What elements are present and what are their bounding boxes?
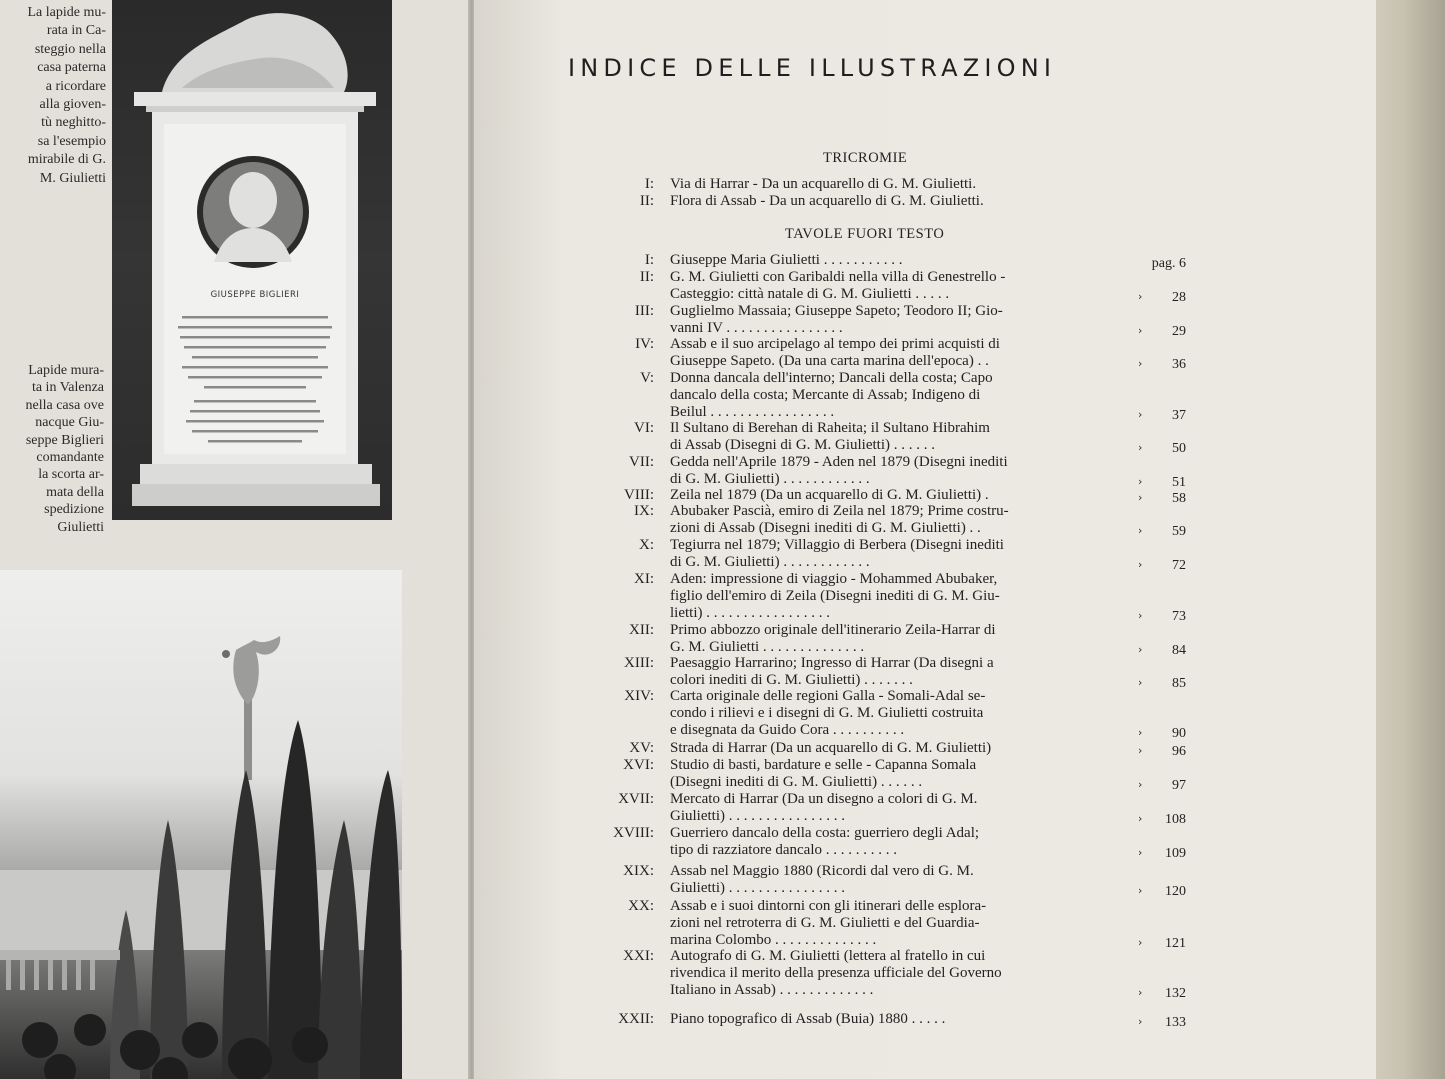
ditto-mark: ›: [1138, 323, 1143, 337]
tavola-title-line: Gedda nell'Aprile 1879 - Aden nel 1879 (Disegni inediti: [670, 454, 1008, 470]
caption-line: rata in Ca-: [46, 23, 106, 39]
caption-line: sa l'esempio: [37, 133, 106, 149]
caption-line: steggio nella: [34, 41, 106, 57]
page-reference: 90: [1172, 725, 1186, 741]
ditto-mark: ›: [1138, 491, 1143, 504]
ditto-mark: ›: [1138, 608, 1143, 622]
tavola-number: XVI:: [623, 757, 654, 773]
page-reference: 50: [1172, 440, 1186, 456]
tavola-title-line: Aden: impressione di viaggio - Mohammed Abubaker,: [670, 571, 998, 587]
tavola-title-line: figlio dell'emiro di Zeila (Disegni inediti di G. M. Giu-: [670, 587, 1000, 604]
tavola-number: XIX:: [623, 863, 654, 879]
caption-line: La lapide mu-: [27, 5, 106, 20]
tavola-number: II:: [639, 269, 654, 285]
tavola-title-line: condo i rilievi e i disegni di G. M. Giulietti costruita: [670, 704, 984, 721]
tavola-title-line: Paesaggio Harrarino; Ingresso di Harrar (Da disegni a: [670, 655, 994, 671]
garden-illustration: [0, 570, 402, 1079]
caption-line: mata della: [46, 484, 104, 500]
tavola-title-line: di G. M. Giulietti) . . . . . . . . . . . .: [670, 553, 870, 570]
tricromia-number: I:: [644, 176, 654, 192]
tavola-number: XX:: [628, 898, 654, 914]
caption-line: Giulietti: [57, 519, 104, 535]
caption-line: alla gioven-: [39, 97, 106, 113]
tricromia-title: Flora di Assab - Da un acquarello di G. M. Giulietti.: [670, 193, 984, 209]
tavola-title-line: G. M. Giulietti con Garibaldi nella villa di Genestrello -: [670, 269, 1006, 285]
tavola-number: IX:: [634, 503, 654, 519]
tavola-title-line: Giuseppe Maria Giulietti . . . . . . . . . . .: [670, 252, 903, 268]
page-reference: 96: [1172, 744, 1186, 759]
tavola-title-line: marina Colombo . . . . . . . . . . . . . .: [670, 931, 877, 948]
tavola-title-line: Mercato di Harrar (Da un disegno a colori di G. M.: [670, 791, 978, 807]
tavola-title-line: Primo abbozzo originale dell'itinerario Zeila-Harrar di: [670, 622, 996, 638]
page-reference: 97: [1172, 777, 1186, 793]
tavola-title-line: Il Sultano di Berehan di Raheita; il Sultano Hibrahim: [670, 420, 990, 436]
page-reference: 121: [1165, 935, 1186, 951]
ditto-mark: ›: [1138, 289, 1143, 303]
tavola-number: VII:: [629, 454, 654, 470]
tavola-title-line: Abubaker Pascià, emiro di Zeila nel 1879; Prime costru-: [670, 503, 1009, 519]
page-reference: 84: [1172, 642, 1186, 658]
page-reference: 28: [1172, 289, 1186, 305]
tavola-title-line: vanni IV . . . . . . . . . . . . . . . .: [670, 319, 843, 336]
tavola-title-line: Tegiurra nel 1879; Villaggio di Berbera (Disegni inediti: [670, 537, 1004, 553]
tavola-number: XII:: [629, 622, 654, 638]
tavola-title-line: Piano topografico di Assab (Buia) 1880 . . . . .: [670, 1011, 946, 1027]
page-reference: 29: [1172, 323, 1186, 339]
tavola-title-line: Autografo di G. M. Giulietti (lettera al fratello in cui: [670, 948, 986, 964]
tavola-title-line: Beilul . . . . . . . . . . . . . . . . .: [670, 403, 835, 420]
page-reference: 109: [1165, 845, 1186, 861]
caption-line: spedizione: [44, 502, 104, 518]
page-reference: 73: [1172, 608, 1186, 624]
tavola-title-line: dancalo della costa; Mercante di Assab; Indigeno di: [670, 386, 981, 403]
tavola-title-line: di G. M. Giulietti) . . . . . . . . . . . .: [670, 470, 870, 487]
tavola-number: I:: [644, 252, 654, 268]
tavola-title-line: Giulietti) . . . . . . . . . . . . . . . .: [670, 879, 845, 896]
page-reference: 59: [1172, 523, 1186, 539]
caption-line: nacque Giu-: [35, 415, 104, 431]
plaque-illustration: [112, 0, 392, 520]
plaque-name-text: GIUSEPPE BIGLIERI: [210, 290, 300, 300]
ditto-mark: ›: [1138, 845, 1143, 859]
tavola-title-line: tipo di razziatore dancalo . . . . . . . . . .: [670, 841, 898, 858]
caption-line: tù neghitto-: [41, 115, 106, 131]
tavola-title-line: Guerriero dancalo della costa: guerriero degli Adal;: [670, 825, 980, 841]
caption-line: a ricordare: [45, 78, 106, 94]
page-reference: 36: [1172, 356, 1186, 372]
tavola-title-line: Assab nel Maggio 1880 (Ricordi dal vero di G. M.: [670, 863, 974, 879]
tavola-number: V:: [640, 370, 654, 386]
tavola-title-line: e disegnata da Guido Cora . . . . . . . . . .: [670, 721, 905, 738]
caption-line: seppe Biglieri: [25, 432, 104, 448]
tavola-title-line: Strada di Harrar (Da un acquarello di G. M. Giulietti): [670, 740, 992, 756]
caption-line: ta in Valenza: [31, 380, 104, 396]
page-reference: pag. 6: [1151, 256, 1186, 271]
tavola-number: III:: [634, 303, 654, 319]
ditto-mark: ›: [1138, 557, 1143, 571]
page-reference: 51: [1172, 474, 1186, 490]
tavola-title-line: lietti) . . . . . . . . . . . . . . . . .: [670, 604, 830, 621]
caption-line: M. Giulietti: [39, 170, 106, 186]
tavola-title-line: Guglielmo Massaia; Giuseppe Sapeto; Teodoro II; Gio-: [670, 303, 1003, 319]
tavola-number: VIII:: [624, 487, 654, 503]
page-edge-strip: [1376, 0, 1445, 1079]
tavola-title-line: Zeila nel 1879 (Da un acquarello di G. M. Giulietti) .: [670, 487, 989, 503]
ditto-mark: ›: [1138, 440, 1143, 454]
right-page: [474, 0, 1378, 1079]
tavola-number: XVII:: [618, 791, 654, 807]
tavola-number: XVIII:: [613, 825, 654, 841]
tavola-title-line: di Assab (Disegni di G. M. Giulietti) . . . . . .: [670, 436, 935, 453]
tavola-title-line: rivendica il merito della presenza ufficiale del Governo: [670, 964, 1002, 981]
tavola-title-line: Assab e i suoi dintorni con gli itinerari delle esplora-: [670, 898, 987, 914]
tavole-heading: TAVOLE FUORI TESTO: [785, 226, 945, 242]
left-page: [0, 0, 472, 1079]
ditto-mark: ›: [1138, 474, 1143, 488]
ditto-mark: ›: [1138, 675, 1143, 689]
photo-garden-monument: [0, 570, 402, 1079]
tavola-title-line: colori inediti di G. M. Giulietti) . . . . . . .: [670, 671, 913, 688]
page-reference: 72: [1172, 557, 1186, 573]
tavola-title-line: G. M. Giulietti . . . . . . . . . . . . . .: [670, 638, 865, 655]
tavola-number: XIV:: [624, 688, 654, 704]
ditto-mark: ›: [1138, 642, 1143, 656]
tavola-title-line: Giuseppe Sapeto. (Da una carta marina dell'epoca) . .: [670, 352, 989, 369]
ditto-mark: ›: [1138, 935, 1143, 949]
caption-line: la scorta ar-: [38, 467, 104, 483]
ditto-mark: ›: [1138, 777, 1143, 791]
page-reference: 133: [1165, 1015, 1186, 1030]
tavola-title-line: Casteggio: città natale di G. M. Giulietti . . . . .: [670, 285, 950, 302]
tricromia-title: Via di Harrar - Da un acquarello di G. M. Giulietti.: [670, 176, 977, 192]
tricromia-number: II:: [639, 193, 654, 209]
tricromie-heading: TRICROMIE: [823, 150, 908, 166]
ditto-mark: ›: [1138, 356, 1143, 370]
tavola-title-line: zioni nel retroterra di G. M. Giulietti e del Guardia-: [670, 914, 980, 931]
caption-line: mirabile di G.: [27, 152, 106, 168]
tavola-title-line: (Disegni inediti di G. M. Giulietti) . . . . . .: [670, 773, 923, 790]
tavola-title-line: Studio di basti, bardature e selle - Capanna Somala: [670, 757, 977, 773]
ditto-mark: ›: [1138, 725, 1143, 739]
caption-line: nella casa ove: [25, 397, 104, 413]
tavola-number: VI:: [634, 420, 654, 436]
ditto-mark: ›: [1138, 1015, 1143, 1028]
tavola-title-line: Italiano in Assab) . . . . . . . . . . . . .: [670, 981, 874, 998]
tavola-number: XV:: [629, 740, 654, 756]
ditto-mark: ›: [1138, 407, 1143, 421]
tavola-number: XXII:: [618, 1011, 654, 1027]
page-reference: 108: [1165, 811, 1186, 827]
tavola-number: XIII:: [624, 655, 654, 671]
caption-line: casa paterna: [37, 60, 106, 76]
tavola-title-line: Donna dancala dell'interno; Dancali della costa; Capo: [670, 370, 993, 386]
tavola-title-line: zioni di Assab (Disegni inediti di G. M. Giulietti) . .: [670, 519, 981, 536]
ditto-mark: ›: [1138, 744, 1143, 757]
page-reference: 37: [1172, 407, 1186, 423]
tavola-number: XI:: [634, 571, 654, 587]
page-reference: 120: [1165, 883, 1186, 899]
ditto-mark: ›: [1138, 883, 1143, 897]
caption-valenza-plaque: [8, 362, 104, 536]
tavola-number: XXI:: [623, 948, 654, 964]
caption-line: comandante: [36, 450, 104, 466]
page-reference: 58: [1172, 491, 1186, 506]
page-reference: 85: [1172, 675, 1186, 691]
photo-plaque-monument: [112, 0, 392, 520]
page-reference: 132: [1165, 985, 1186, 1001]
page-title: INDICE DELLE ILLUSTRAZIONI: [568, 54, 1057, 82]
tavola-title-line: Carta originale delle regioni Galla - Somali-Adal se-: [670, 688, 986, 704]
ditto-mark: ›: [1138, 523, 1143, 537]
caption-line: Lapide mura-: [28, 363, 104, 378]
caption-castggio-plaque: [0, 4, 106, 188]
ditto-mark: ›: [1138, 811, 1143, 825]
tavola-number: X:: [639, 537, 654, 553]
tavola-title-line: Assab e il suo arcipelago al tempo dei primi acquisti di: [670, 336, 1000, 352]
tavola-title-line: Giulietti) . . . . . . . . . . . . . . . .: [670, 807, 845, 824]
ditto-mark: ›: [1138, 985, 1143, 999]
tavola-number: IV:: [635, 336, 654, 352]
